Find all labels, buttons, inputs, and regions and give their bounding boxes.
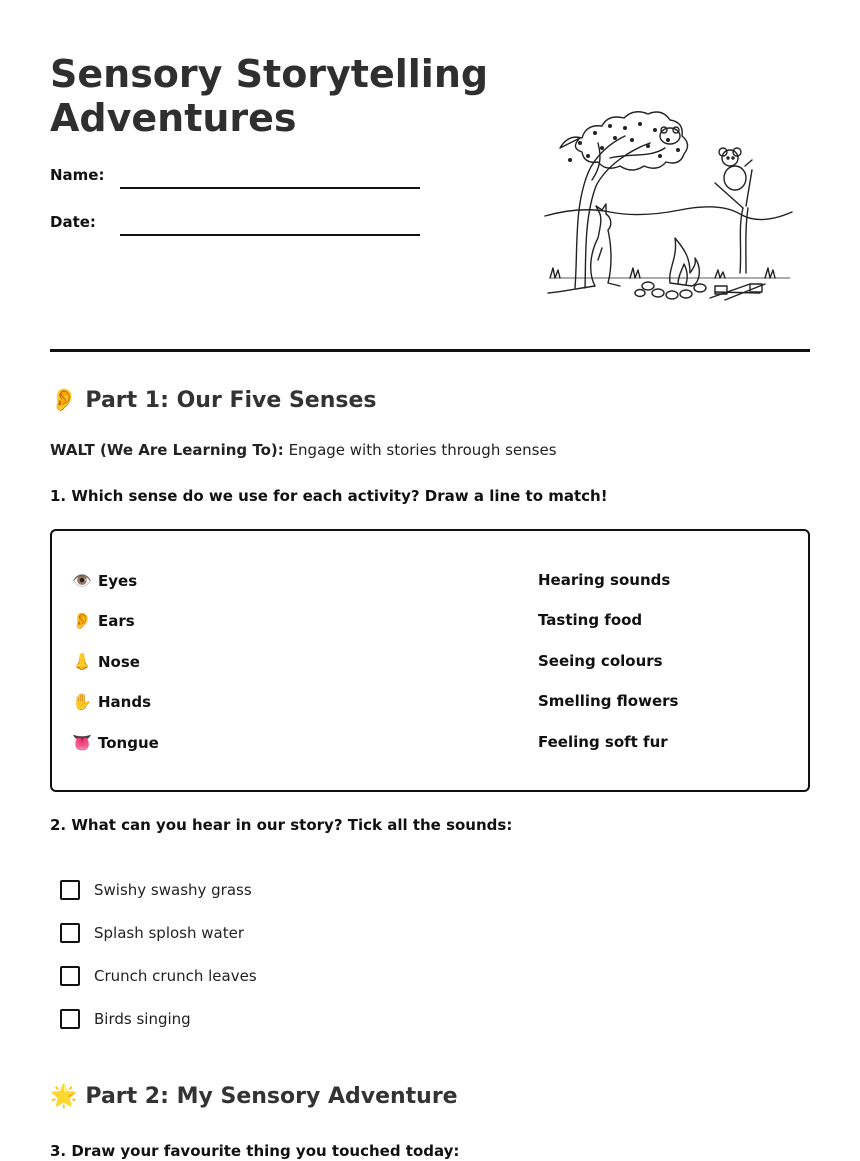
activity-item[interactable]: Seeing colours — [538, 652, 663, 670]
sense-label: Hands — [98, 692, 152, 711]
sound-option — [60, 880, 252, 900]
sense-label: Tongue — [98, 733, 159, 752]
activity-item[interactable]: Tasting food — [538, 611, 643, 629]
question-1: 1. Which sense do we use for each activity? Draw a line to match! — [50, 487, 608, 505]
sound-label: Birds singing — [94, 1010, 191, 1028]
tick-checkbox[interactable] — [60, 966, 80, 986]
part1-heading-text: Part 1: Our Five Senses — [85, 388, 377, 413]
sound-label: Splash splosh water — [94, 924, 244, 942]
date-field[interactable] — [120, 234, 420, 236]
australian-bush-scene-icon — [540, 88, 800, 308]
walt-text: Engage with stories through senses — [283, 441, 557, 459]
part2-heading — [50, 1084, 458, 1109]
tick-checkbox[interactable] — [60, 880, 80, 900]
sound-label: Swishy swashy grass — [94, 881, 252, 899]
sense-hands[interactable] — [72, 692, 151, 711]
walt-line — [50, 441, 557, 459]
sound-option — [60, 923, 244, 943]
activity-item[interactable]: Smelling flowers — [538, 692, 679, 710]
ear-icon: 👂 — [72, 611, 92, 630]
sense-eyes[interactable] — [72, 571, 137, 590]
sense-ears[interactable] — [72, 611, 135, 630]
eye-icon: 👁️ — [72, 571, 92, 590]
section-divider — [50, 349, 810, 352]
part2-heading-text: Part 2: My Sensory Adventure — [85, 1084, 458, 1109]
sound-option — [60, 966, 257, 986]
sense-label: Eyes — [98, 571, 138, 590]
name-label: Name: — [50, 166, 105, 184]
sound-option — [60, 1009, 191, 1029]
nose-icon: 👃 — [72, 652, 92, 671]
sense-nose[interactable] — [72, 652, 140, 671]
tongue-icon: 👅 — [72, 733, 92, 752]
star-icon: 🌟 — [50, 1084, 78, 1109]
part1-heading — [50, 388, 376, 413]
walt-label: WALT (We Are Learning To): — [50, 441, 284, 459]
sense-label: Ears — [98, 611, 135, 630]
tick-checkbox[interactable] — [60, 923, 80, 943]
activity-item[interactable]: Feeling soft fur — [538, 733, 668, 751]
sense-label: Nose — [98, 652, 140, 671]
matching-box — [50, 529, 810, 792]
activity-item[interactable]: Hearing sounds — [538, 571, 671, 589]
hand-icon: ✋ — [72, 692, 92, 711]
tick-checkbox[interactable] — [60, 1009, 80, 1029]
sound-label: Crunch crunch leaves — [94, 967, 257, 985]
question-2: 2. What can you hear in our story? Tick all the sounds: — [50, 816, 513, 834]
ear-icon: 👂 — [50, 388, 78, 413]
name-field[interactable] — [120, 187, 420, 189]
worksheet-title: Sensory Storytelling Adventures — [50, 52, 489, 140]
question-3: 3. Draw your favourite thing you touched today: — [50, 1142, 460, 1160]
date-label: Date: — [50, 213, 96, 231]
sense-tongue[interactable] — [72, 733, 159, 752]
